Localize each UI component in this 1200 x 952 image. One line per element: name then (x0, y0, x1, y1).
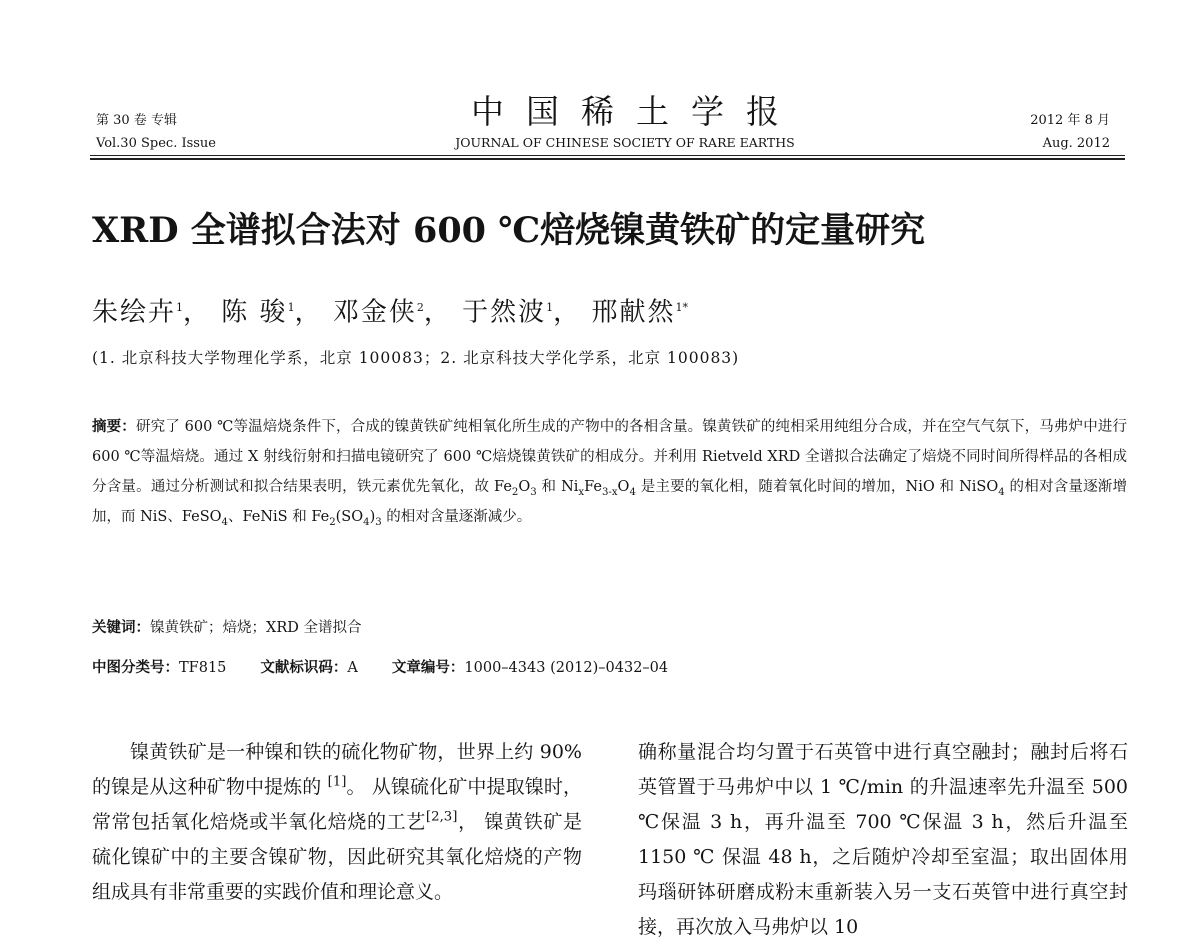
abstract-label: 摘要： (92, 418, 136, 435)
formula-sub: 2 (511, 486, 519, 498)
abstract-text: 和 (536, 479, 562, 495)
abstract-text: 的相对含量逐渐减少。 (381, 509, 532, 525)
abstract-text: (SO (335, 509, 364, 525)
formula-sub: 4 (998, 486, 1005, 498)
formula-part: O (617, 479, 630, 495)
classification-line (92, 656, 668, 680)
journal-name-en: JOURNAL OF CHINESE SOCIETY OF RARE EARTHS (455, 135, 795, 150)
author-affil-mark: 1 (287, 301, 295, 314)
author-separator: ， (294, 297, 323, 328)
header-rule-thin (90, 155, 1125, 156)
author-separator: ， (183, 297, 212, 328)
body-text: ， 镍黄铁矿是硫化镍矿中的主要含镍矿物，因此研究其氧化焙烧的产物组成具有非常重要的实践价值和理论意义。 (92, 811, 582, 903)
author-affil-mark: 1 (176, 301, 184, 314)
header-rule-thick (90, 158, 1125, 160)
volume-en: Vol.30 Spec. Issue (96, 136, 216, 151)
journal-name (400, 92, 850, 152)
formula-part: Ni (561, 479, 579, 495)
body-text: 镍黄铁矿是一种镍和铁的硫化物矿物，世界上约 90%的镍是从这种矿物中提炼的 (92, 741, 582, 798)
abstract-text: 研究了 600 ℃等温焙烧条件下，合成的镍黄铁矿纯相氧化所生成的产物中的各相含量。镍黄铁矿的纯相采用纯组分合成，并在空气气氛下，马弗炉中进行 600 ℃等温焙烧。通过 X 射线衍射和扫描电镜研究了 600 ℃焙烧镍黄铁矿的相成分。并利用 Rietveld XRD 全谱拟合法确定了焙烧不同时间所得样品的各相成分含量。通过分析测试和拟合结果表明，铁元素优先氧化，故 (92, 419, 1128, 495)
volume-cn: 第 30 卷 专辑 (96, 113, 177, 128)
abstract-text: 是主要的氧化相，随着氧化时间的增加，NiO 和 NiSO (635, 479, 999, 495)
abstract-text: ) (369, 509, 376, 525)
issue-date-en: Aug. 2012 (1042, 136, 1110, 151)
body-paragraph (92, 735, 582, 910)
citation: [1] (327, 774, 347, 790)
article-number-label: 文章编号： (391, 659, 465, 676)
formula-sub: 3 (375, 516, 382, 528)
formula-sub: 3 (530, 486, 537, 498)
doc-code-label: 文献标识码： (260, 659, 348, 676)
issue-date-cn: 2012 年 8 月 (1030, 113, 1110, 128)
citation: [2,3] (425, 809, 458, 825)
article-number-value: 1000–4343 (2012)–0432–04 (464, 660, 669, 676)
formula-sub: 4 (363, 516, 370, 528)
author-name: 邢献然 (591, 297, 676, 328)
keywords-label: 关键词： (92, 619, 150, 636)
body-text: 。 从镍硫化矿中提取镍时，常常包括氧化焙烧或半氧化焙烧的工艺 (92, 776, 582, 833)
clc-value: TF815 (179, 660, 227, 676)
formula-sub: 4 (629, 486, 636, 498)
author-name: 朱绘卉 (92, 297, 177, 328)
author-list (92, 290, 688, 331)
formula-fe2o3 (494, 479, 537, 498)
formula-sub: 3-x (601, 486, 618, 498)
author-name: 于然波 (462, 297, 547, 328)
author-name: 陈 骏 (221, 297, 288, 328)
abstract (92, 412, 1127, 532)
affiliation: (1. 北京科技大学物理化学系，北京 100083；2. 北京科技大学化学系，北京 100083) (92, 349, 740, 367)
formula-part: O (518, 479, 531, 495)
journal-name-cn: 中国稀土学报 (471, 92, 801, 131)
clc-label: 中图分类号： (92, 659, 179, 676)
formula-part: Fe (494, 479, 512, 495)
author-separator: ， (423, 297, 452, 328)
volume-info (96, 109, 216, 155)
body-paragraph: 确称量混合均匀置于石英管中进行真空融封；融封后将石英管置于马弗炉中以 1 ℃/min 的升温速率先升温至 500 ℃保温 3 h，再升温至 700 ℃保温 3 h，然后升温至 1150 ℃ 保温 48 h，之后随炉冷却至室温；取出固体用玛瑙研钵研磨成粉末重新装入另一支石英管中进行真空封接，再次放入马弗炉以 10 (638, 741, 1128, 938)
body-column-right (638, 735, 1128, 945)
author-affil-mark: 1* (675, 301, 688, 314)
formula-sub: 4 (221, 516, 228, 528)
doc-code-value: A (347, 660, 358, 676)
body-column-left (92, 735, 582, 910)
abstract-text: 、FeNiS 和 Fe (228, 509, 330, 525)
author-separator: ， (553, 297, 582, 328)
author-affil-mark: 1 (546, 301, 554, 314)
paper-title: XRD 全谱拟合法对 600 ℃焙烧镍黄铁矿的定量研究 (92, 210, 926, 251)
issue-date (900, 109, 1110, 155)
keywords (92, 616, 361, 640)
author-name: 邓金侠 (332, 297, 417, 328)
keywords-text: 镍黄铁矿；焙烧；XRD 全谱拟合 (150, 620, 362, 636)
formula-part: Fe (584, 479, 602, 495)
formula-nifeo (561, 479, 636, 498)
abstract-text: 的相对含量逐渐增加，而 NiS、FeSO (92, 479, 1128, 525)
formula-sub: 2 (329, 516, 336, 528)
formula-sub: x (578, 486, 585, 498)
author-affil-mark: 2 (416, 301, 424, 314)
